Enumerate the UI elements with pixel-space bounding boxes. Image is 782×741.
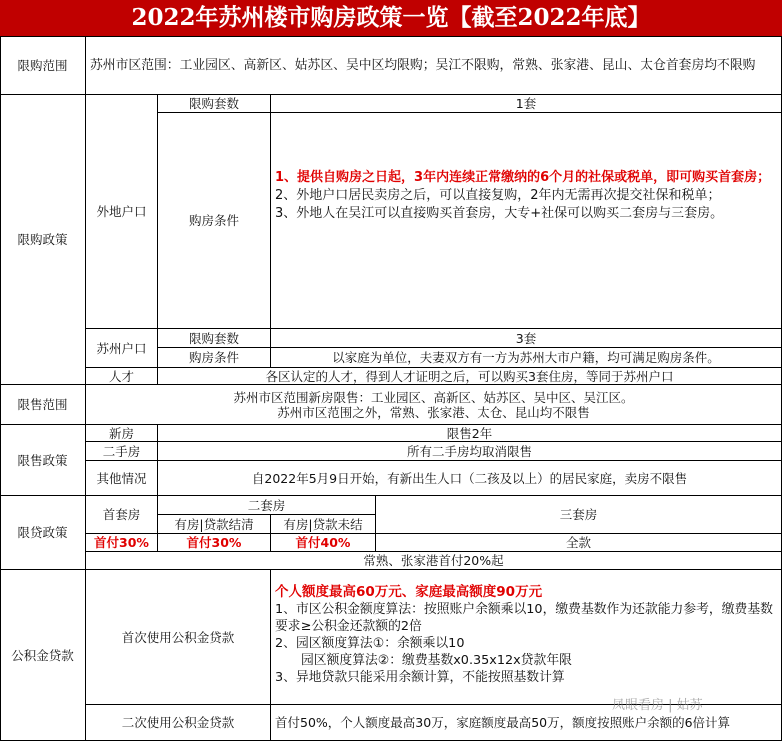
sale-second-value: 所有二手房均取消限售 <box>158 442 782 461</box>
sale-new-value: 限售2年 <box>158 425 782 442</box>
loan-second-paid-rate: 首付30% <box>158 534 271 552</box>
local-hukou-label: 苏州户口 <box>86 329 158 368</box>
purchase-scope-text: 苏州市区范围：工业园区、高新区、姑苏区、吴中区均限购；吴江不限购，常熟、张家港、昆山、太仓首套房均不限购 <box>86 36 782 95</box>
fund-second-value: 首付50%，个人额度最高30万，家庭额度最高50万，额度按照账户余额的6倍计算 <box>271 705 782 741</box>
fund-second-label: 二次使用公积金贷款 <box>86 705 271 741</box>
sale-second-label: 二手房 <box>86 442 158 461</box>
sale-scope-line-2: 苏州市区范围之外，常熟、张家港、太仓、昆山均不限售 <box>277 404 590 420</box>
loan-second-unpaid-label: 有房|贷款未结 <box>271 515 376 534</box>
sale-policy-label: 限售政策 <box>0 425 86 496</box>
nonlocal-cond-1: 1、提供自购房之日起，3年内连续正常缴纳的6个月的社保或税单，即可购买首套房； <box>275 170 771 185</box>
nonlocal-cond-2: 2、外地户口居民卖房之后，可以直接复购，2年内无需再次提交社保和税单； <box>275 188 721 203</box>
loan-second-paid-label: 有房|贷款结清 <box>158 515 271 534</box>
sale-scope-label: 限售范围 <box>0 385 86 425</box>
nonlocal-cond-3: 3、外地人在吴江可以直接购买首套房，大专+社保可以购买二套房与三套房。 <box>275 206 724 221</box>
watermark: 凤眼看房 | 姑苏 <box>612 698 703 713</box>
sale-new-label: 新房 <box>86 425 158 442</box>
loan-first-rate: 首付30% <box>86 534 158 552</box>
fund-first-label: 首次使用公积金贷款 <box>86 570 271 705</box>
fund-first-item-3: 3、异地贷款只能采用余额计算，不能按照基数计算 <box>275 670 565 685</box>
local-count-value: 3套 <box>271 329 782 348</box>
fund-first-headline: 个人额度最高60万元、家庭最高额度90万元 <box>275 584 543 600</box>
purchase-scope-label: 限购范围 <box>0 36 86 95</box>
loan-first-home-label: 首套房 <box>86 496 158 534</box>
local-cond-label: 购房条件 <box>158 348 271 368</box>
loan-second-home-label: 二套房 <box>158 496 376 515</box>
loan-note: 常熟、张家港首付20%起 <box>86 552 782 570</box>
fund-loan-label: 公积金贷款 <box>0 570 86 741</box>
local-count-label: 限购套数 <box>158 329 271 348</box>
purchase-policy-label: 限购政策 <box>0 95 86 385</box>
sale-other-value: 自2022年5月9日开始，有新出生人口（二孩及以上）的居民家庭，卖房不限售 <box>158 461 782 496</box>
fund-first-item-2a: 2、园区额度算法①：余额乘以10 <box>275 636 465 651</box>
nonlocal-cond-text <box>271 113 782 329</box>
sale-scope-line-1: 苏州市区范围新房限售：工业园区、高新区、姑苏区、吴中区、吴江区。 <box>233 389 634 405</box>
nonlocal-count-value: 1套 <box>271 95 782 113</box>
loan-third-rate: 全款 <box>376 534 782 552</box>
fund-first-item-2b: 园区额度算法②：缴费基数x0.35x12x贷款年限 <box>301 653 572 668</box>
fund-first-text <box>271 570 782 705</box>
loan-second-unpaid-rate: 首付40% <box>271 534 376 552</box>
loan-policy-label: 限贷政策 <box>0 496 86 570</box>
talent-label: 人才 <box>86 368 158 385</box>
fund-first-item-1: 1、市区公积金额度算法：按照账户余额乘以10，缴费基数作为还款能力参考，缴费基数要求≥公积金还款额的2倍 <box>275 602 773 634</box>
nonlocal-count-label: 限购套数 <box>158 95 271 113</box>
nonlocal-hukou-label: 外地户口 <box>86 95 158 329</box>
nonlocal-cond-label: 购房条件 <box>158 113 271 329</box>
talent-value: 各区认定的人才，得到人才证明之后，可以购买3套住房，等同于苏州户口 <box>158 368 782 385</box>
sale-other-label: 其他情况 <box>86 461 158 496</box>
page-title: 2022年苏州楼市购房政策一览【截至2022年底】 <box>0 0 782 36</box>
loan-third-home-label: 三套房 <box>376 496 782 534</box>
local-cond-value: 以家庭为单位，夫妻双方有一方为苏州大市户籍，均可满足购房条件。 <box>271 348 782 368</box>
sale-scope-text <box>86 385 782 425</box>
